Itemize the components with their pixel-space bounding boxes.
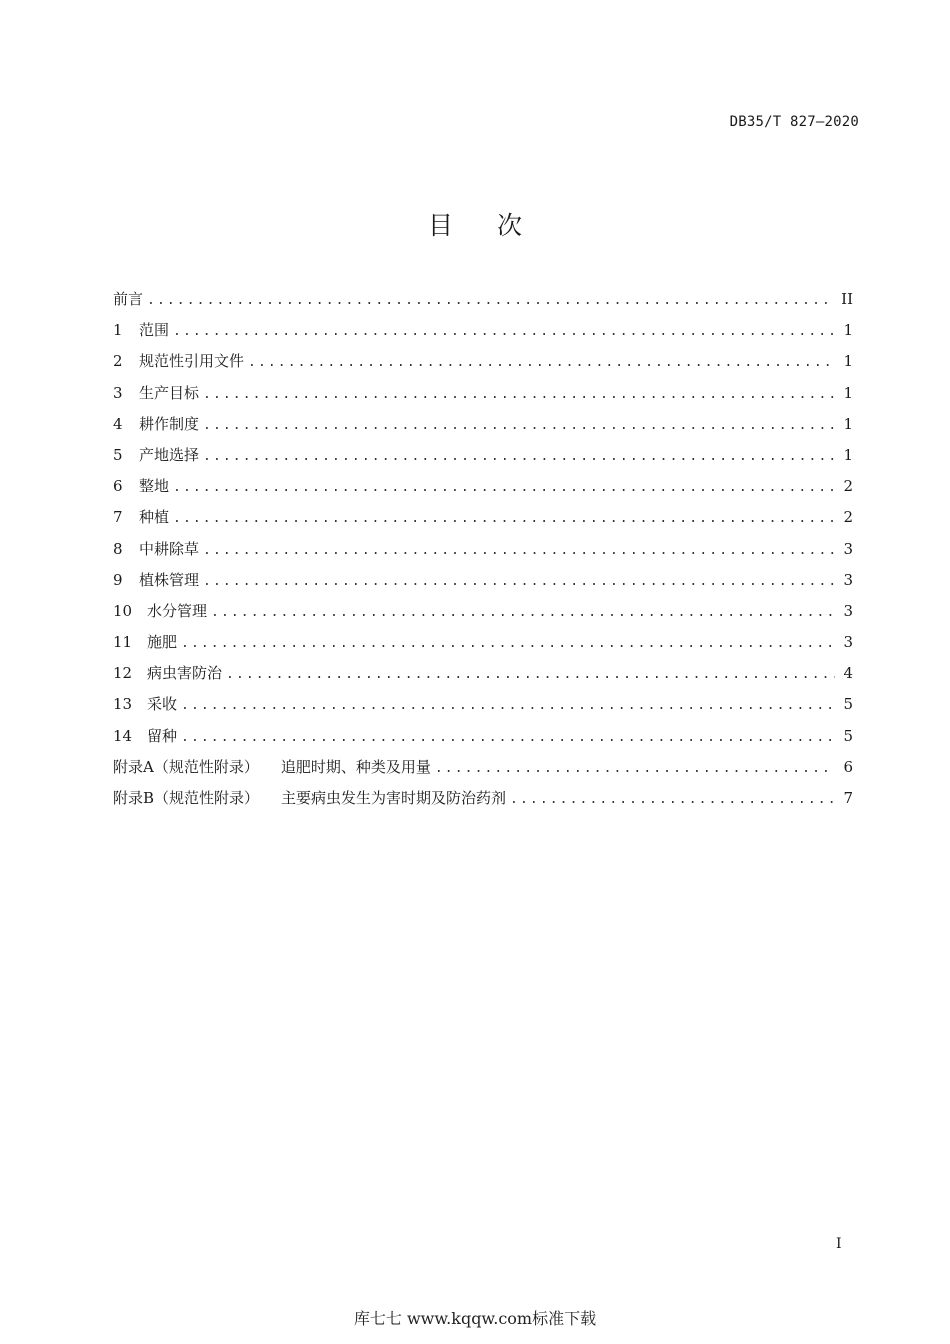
toc-entry-label: 生产目标 — [139, 383, 200, 402]
toc-entry-page: 1 — [843, 445, 853, 464]
toc-entry-9[interactable] — [113, 565, 853, 596]
toc-entry-page: 3 — [843, 539, 853, 558]
toc-entry-number: 14 — [113, 726, 133, 745]
toc-entry-14[interactable] — [113, 721, 853, 752]
toc-entry-label: 规范性引用文件 — [139, 352, 245, 371]
toc-leader-dots — [510, 784, 835, 815]
toc-entry-4[interactable] — [113, 409, 853, 440]
toc-entry-page: 1 — [843, 321, 853, 340]
footer-watermark: 库七七 www.kqqw.com标准下载 — [353, 1309, 597, 1328]
toc-entry-page: 2 — [843, 477, 853, 496]
toc-leader-dots — [173, 472, 835, 503]
toc-entry-label: 留种 — [147, 726, 178, 745]
toc-annex-label: 附录B（规范性附录） — [113, 789, 260, 807]
toc-entry-label: 中耕除草 — [139, 539, 200, 558]
toc-entry-page: 2 — [843, 508, 853, 527]
title-char-2: 次 — [497, 211, 523, 240]
toc-leader-dots — [181, 690, 835, 721]
standard-code: DB35/T 827—2020 — [729, 114, 859, 130]
toc-leader-dots — [226, 659, 835, 690]
toc-annex-title: 主要病虫发生为害时期及防治药剂 — [281, 789, 507, 807]
toc-entry-label: 种植 — [139, 508, 170, 527]
toc-leader-dots — [435, 753, 835, 784]
toc-leader-dots — [203, 535, 835, 566]
toc-leader-dots — [211, 597, 835, 628]
toc-entry-13[interactable] — [113, 689, 853, 720]
toc-leader-dots — [181, 722, 835, 753]
toc-entry-label: 病虫害防治 — [147, 664, 223, 683]
toc-entry-10[interactable] — [113, 596, 853, 627]
toc-entry-foreword[interactable] — [113, 284, 853, 315]
toc-leader-dots — [181, 628, 835, 659]
toc-entry-number: 8 — [113, 539, 123, 558]
toc-entry-number: 10 — [113, 601, 133, 620]
toc-entry-number: 3 — [113, 383, 123, 402]
toc-entry-number: 12 — [113, 664, 133, 683]
toc-entry-page: 3 — [843, 570, 853, 589]
toc-leader-dots — [203, 441, 835, 472]
toc-entry-3[interactable] — [113, 378, 853, 409]
title-char-1: 目 — [427, 211, 453, 240]
toc-entry-label: 施肥 — [147, 633, 178, 652]
toc-entry-label: 耕作制度 — [139, 414, 200, 433]
toc-leader-dots — [173, 503, 835, 534]
toc-annex-title: 追肥时期、种类及用量 — [280, 757, 431, 776]
toc-entry-page: 4 — [843, 664, 853, 683]
toc-entry-page: 1 — [843, 352, 853, 371]
toc-entry-number: 9 — [113, 570, 123, 589]
table-of-contents — [113, 284, 853, 814]
toc-entry-1[interactable] — [113, 315, 853, 346]
toc-entry-page: 1 — [843, 383, 853, 402]
toc-entry-12[interactable] — [113, 658, 853, 689]
toc-entry-page: 5 — [843, 695, 853, 714]
toc-entry-label: 范围 — [139, 321, 170, 340]
toc-entry-number: 1 — [113, 321, 123, 340]
toc-entry-page: II — [841, 290, 853, 308]
toc-entry-page: 6 — [843, 757, 853, 776]
toc-entry-page: 1 — [843, 414, 853, 433]
toc-entry-page: 3 — [843, 601, 853, 620]
toc-leader-dots — [203, 410, 835, 441]
toc-entry-number: 13 — [113, 695, 133, 714]
toc-entry-number: 2 — [113, 352, 123, 371]
toc-entry-number: 11 — [113, 633, 133, 652]
toc-leader-dots — [203, 566, 835, 597]
toc-entry-label: 前言 — [113, 290, 144, 308]
toc-entry-label: 产地选择 — [139, 445, 200, 464]
toc-entry-label: 植株管理 — [139, 570, 200, 589]
toc-entry-11[interactable] — [113, 627, 853, 658]
toc-annex-label: 附录A（规范性附录） — [113, 757, 259, 776]
toc-leader-dots — [248, 347, 835, 378]
toc-entry-number: 4 — [113, 414, 123, 433]
toc-entry-number: 6 — [113, 477, 123, 496]
page-title — [0, 206, 950, 242]
toc-entry-page: 3 — [843, 633, 853, 652]
toc-entry-7[interactable] — [113, 502, 853, 533]
toc-entry-2[interactable] — [113, 346, 853, 377]
toc-entry-5[interactable] — [113, 440, 853, 471]
toc-entry-number: 7 — [113, 508, 123, 527]
toc-leader-dots — [203, 379, 835, 410]
toc-entry-page: 5 — [843, 726, 853, 745]
toc-entry-6[interactable] — [113, 471, 853, 502]
toc-entry-number: 5 — [113, 445, 123, 464]
toc-entry-label: 水分管理 — [147, 601, 208, 620]
toc-entry-8[interactable] — [113, 534, 853, 565]
page-number: I — [836, 1236, 842, 1252]
toc-entry-annex-a[interactable] — [113, 752, 853, 783]
toc-entry-label: 采收 — [147, 695, 178, 714]
toc-entry-annex-b[interactable] — [113, 783, 853, 814]
toc-leader-dots — [147, 285, 835, 316]
toc-entry-label: 整地 — [139, 477, 170, 496]
toc-leader-dots — [173, 316, 835, 347]
toc-entry-page: 7 — [843, 789, 853, 807]
